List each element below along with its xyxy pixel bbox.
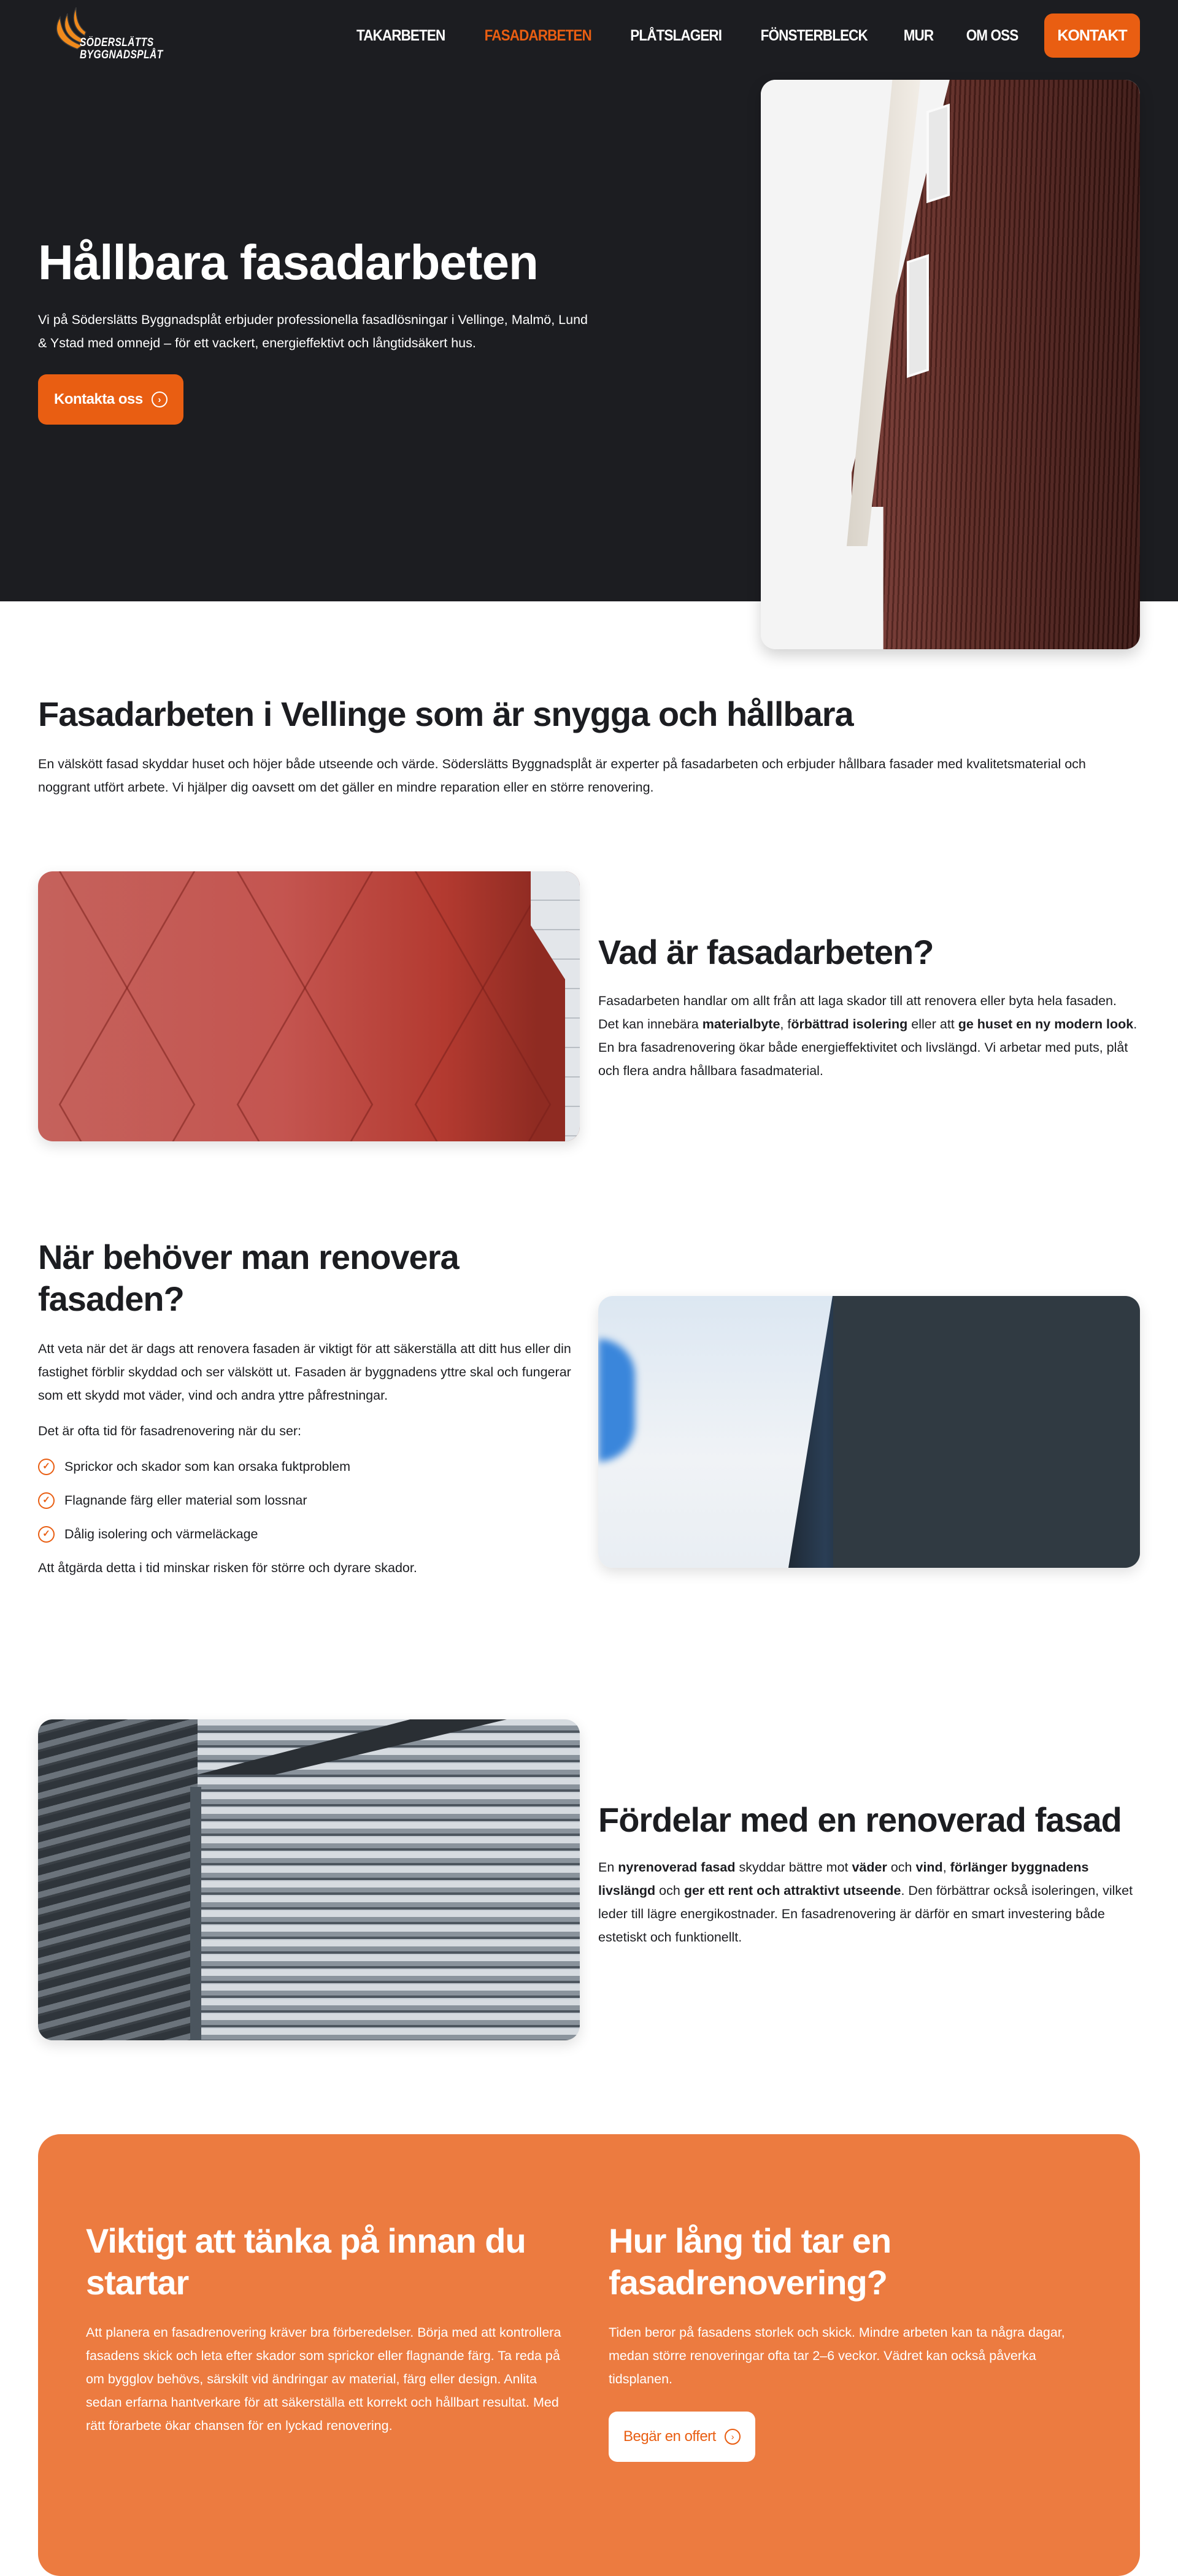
contact-us-button[interactable] (38, 374, 183, 425)
benefits-title: Fördelar med en renoverad fasad (598, 1800, 1122, 1839)
what-content (598, 931, 1140, 1082)
check-circle-icon: ✓ (38, 1492, 55, 1509)
steel-facade-image (38, 1719, 580, 2040)
when-outro: Att åtgärda detta i tid minskar risken för större och dyrare skador. (38, 1560, 417, 1575)
nav-item-mur[interactable]: MUR (903, 26, 934, 44)
nav-item-platslageri[interactable]: PLÅTSLAGERI (630, 26, 722, 44)
tips-right-text: Tiden beror på fasadens storlek och skick. Mindre arbeten kan ta några dagar, medan större renoveringar ofta tar 2–6 veckor. Vädret kan också påverka tidsplanen. (609, 2325, 1065, 2386)
window (907, 254, 929, 378)
what-section (0, 871, 1178, 1141)
list-item: ✓ Dålig isolering och värmeläckage (38, 1522, 580, 1546)
nav-item-takarbeten[interactable]: TAKARBETEN (356, 26, 445, 44)
check-circle-icon: ✓ (38, 1526, 55, 1543)
main-menu (352, 13, 1140, 58)
hero-lead: Vi på Söderslätts Byggnadsplåt erbjuder professionella fasadlösningar i Vellinge, Malmö, Lund & Ystad med omnejd – för ett vackert, energieffektivt och långtidsäkert hus. (38, 312, 588, 350)
site-logo[interactable] (48, 2, 171, 70)
top-navigation (0, 0, 1178, 71)
tips-panel (38, 2134, 1140, 2576)
nav-item-om-oss[interactable]: OM OSS (966, 26, 1018, 44)
benefits-section (0, 1719, 1178, 2040)
tips-right (609, 2220, 1087, 2462)
dark-facade-image (598, 1296, 1140, 1568)
when-list-intro: Det är ofta tid för fasadrenovering när du ser: (38, 1424, 302, 1438)
logo-line-2: BYGGNADSPLÅT (80, 48, 163, 61)
nav-item-fasadarbeten[interactable]: FASADARBETEN (484, 26, 591, 44)
contact-us-label: Kontakta oss (54, 391, 143, 407)
benefits-text: En nyrenoverad fasad skyddar bättre mot väder och vind, förlänger byggnadens livslängd och ger ett rent och attraktivt utseende. Den förbättrar också isoleringen, vilket leder till lägre energikostnader. En fasadrenovering är därför en smart investering både estetiskt och funktionellt. (598, 1860, 1133, 1945)
intro-section (38, 693, 1140, 799)
when-text: Att veta när det är dags att renovera fasaden är viktigt för att säkerställa att ditt hus eller din fastighet förblir skyddad och ser välskött ut. Fasaden är byggnadens yttre skal och fungerar som ett skydd mot väder, vind och andra yttre påfrestningar. (38, 1341, 571, 1403)
red-facade-image (38, 871, 580, 1141)
warning-signs-list (38, 1455, 580, 1546)
list-item: ✓ Flagnande färg eller material som lossnar (38, 1489, 580, 1512)
when-title: När behöver man renovera fasaden? (38, 1238, 459, 1318)
what-text: Fasadarbeten handlar om allt från att laga skador till att renovera eller byta hela fasaden. Det kan innebära materialbyte, förbättrad isolering eller att ge huset en ny modern look. En bra fasadrenovering ökar både energieffektivitet och livslängd. Vi arbetar med puts, plåt och flera andra hållbara fasadmaterial. (598, 993, 1138, 1078)
tips-right-title: Hur lång tid tar en fasadrenovering? (609, 2221, 891, 2302)
request-quote-label: Begär en offert (623, 2428, 716, 2445)
nav-contact-button[interactable]: KONTAKT (1044, 13, 1140, 58)
benefits-content (598, 1799, 1140, 1949)
what-title: Vad är fasadarbeten? (598, 933, 934, 971)
tips-left-title: Viktigt att tänka på innan du startar (86, 2221, 526, 2302)
window (926, 104, 950, 203)
logo-line-1: SÖDERSLÄTTS (80, 36, 154, 49)
list-item: ✓ Sprickor och skador som kan orsaka fuktproblem (38, 1455, 580, 1478)
hero-image (761, 80, 1140, 649)
check-circle-icon: ✓ (38, 1459, 55, 1475)
when-section (0, 1236, 1178, 1641)
tips-left (86, 2220, 564, 2437)
nav-item-fonsterbleck[interactable]: FÖNSTERBLECK (761, 26, 868, 44)
chevron-right-circle-icon: › (725, 2429, 741, 2445)
request-quote-button[interactable] (609, 2412, 755, 2462)
hero-title: Hållbara fasadarbeten (38, 235, 538, 290)
hero-content (38, 233, 590, 425)
tips-left-text: Att planera en fasadrenovering kräver bra förberedelser. Börja med att kontrollera fasadens skick och leta efter skador som sprickor eller flagnande färg. Ta reda på om bygglov behövs, särskilt vid ändringar av material, färg eller design. Anlita sedan erfarna hantverkare för att säkerställa ett korrekt och hållbart resultat. Med rätt förarbete ökar chansen för en lyckad renovering. (86, 2325, 561, 2433)
chevron-right-circle-icon: › (152, 391, 167, 407)
intro-text: En välskött fasad skyddar huset och höjer både utseende och värde. Söderslätts Byggnadsplåt är experter på fasadarbeten och erbjuder hållbara fasader med kvalitetsmaterial och noggrant utfört arbete. Vi hjälper dig oavsett om det gäller en mindre reparation eller en större renovering. (38, 757, 1086, 795)
when-content (38, 1236, 580, 1579)
intro-title: Fasadarbeten i Vellinge som är snygga och hållbara (38, 695, 853, 733)
